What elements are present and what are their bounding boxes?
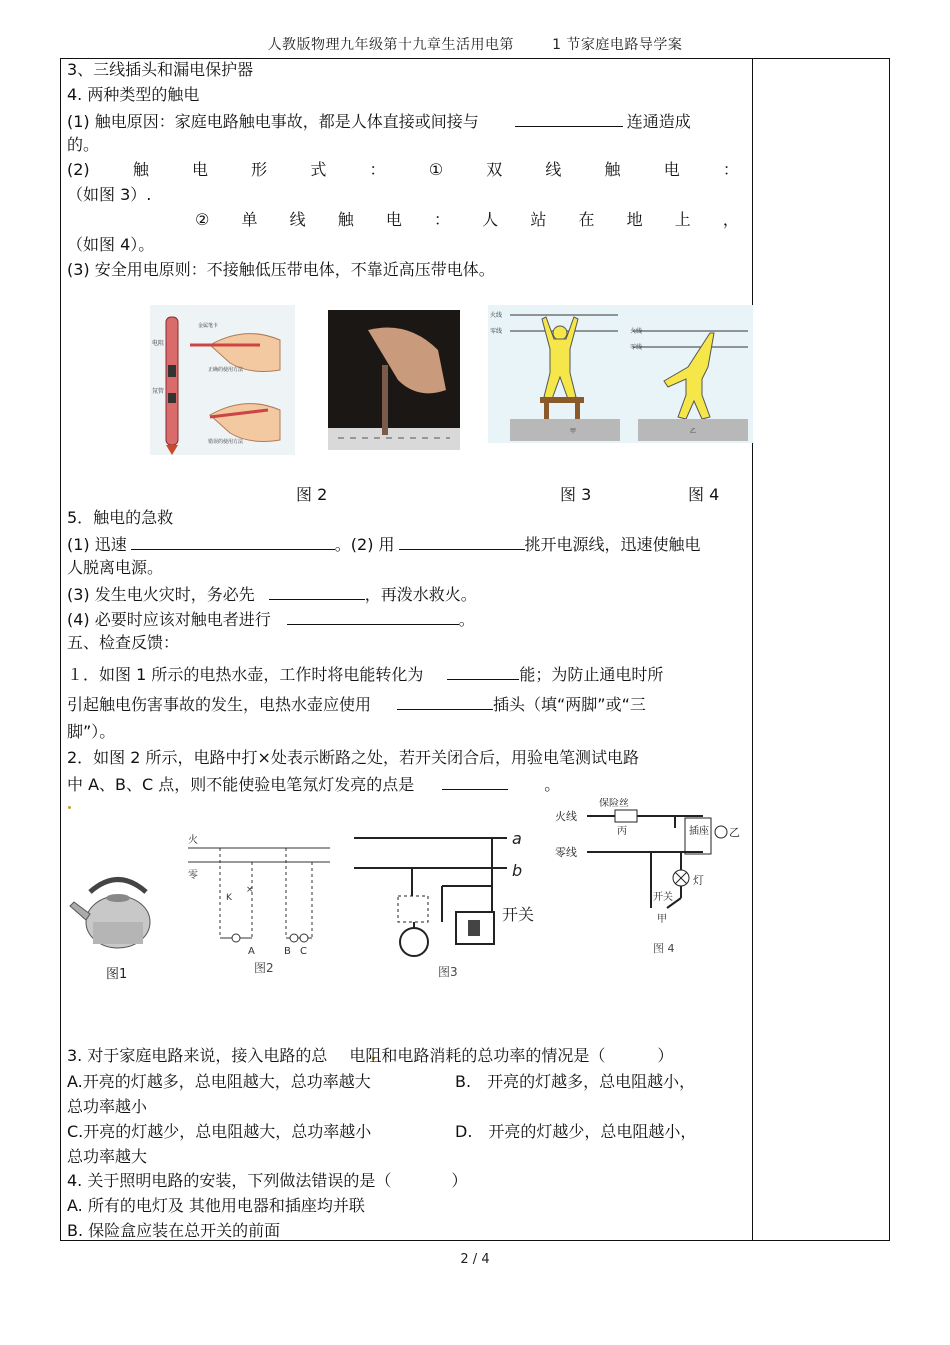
q1-line-2: 引起触电伤害事故的发生，电热水壶应使用 插头（填“两脚”或“三: [67, 695, 646, 714]
page-header: [0, 34, 950, 54]
safety-principle: (3) 安全用电原则：不接触低压带电体，不靠近高压带电体。: [67, 260, 495, 279]
test-pen-figure: [150, 305, 295, 455]
wire-live-2: 火线: [630, 328, 643, 335]
section-4-title: 4. 两种类型的触电: [67, 85, 200, 104]
shock-form-fig3: （如图 3）.: [67, 185, 152, 204]
fig4-fuse: 保险丝: [599, 798, 629, 809]
fig3-line-b: b: [512, 861, 523, 880]
spread-char: ，: [722, 210, 739, 229]
spread-char: 电: [385, 210, 402, 229]
pen-label-neon: 氖管: [152, 388, 165, 395]
q3-option-b-tail: 总功率越小: [67, 1097, 148, 1116]
blank-cause[interactable]: [515, 110, 623, 127]
blank-rescue-4[interactable]: [287, 608, 459, 625]
q3-option-c[interactable]: C.开亮的灯越少，总电阻越大，总功率越小: [67, 1122, 372, 1141]
shock-cause-tail: 的。: [67, 135, 100, 154]
circuit-fig2: [182, 828, 332, 978]
spread-char: 触: [604, 160, 621, 179]
shock-form-double: [67, 160, 739, 180]
q3-option-a[interactable]: A.开亮的灯越多，总电阻越大，总功率越大: [67, 1072, 371, 1091]
spread-char: 单: [241, 210, 258, 229]
pen-label-correct: 正确的使用方法: [208, 367, 244, 373]
spread-char: ①: [428, 160, 444, 179]
caption-bottom-fig4: 图 4: [653, 942, 675, 955]
pen-label-resistor: 电阻: [152, 340, 165, 347]
q2-line-2: 中 A、B、C 点，则不能使验电笔氖灯发亮的点是 。: [67, 775, 561, 794]
q4-option-b[interactable]: B. 保险盒应装在总开关的前面: [67, 1221, 281, 1240]
column-separator: [752, 58, 753, 1241]
electric-shock-figure: [488, 305, 753, 443]
wire-live-1: 火线: [490, 312, 503, 319]
spread-char: ：: [722, 160, 739, 179]
caption-bottom-fig2: 图2: [254, 961, 274, 975]
fig2-point-c: C: [300, 946, 307, 957]
blank-q1-energy[interactable]: [447, 663, 519, 680]
socket-photo-figure: [328, 310, 460, 450]
q1-line-1: １．如图 1 所示的电热水壶，工作时将电能转化为 能；为防止通电时所: [67, 665, 664, 684]
spread-char: (2): [67, 160, 90, 179]
circuit-fig3: [352, 824, 552, 984]
blank-q2-point[interactable]: [442, 773, 508, 790]
caption-fig2: 图 2: [296, 485, 328, 504]
spread-char: 在: [578, 210, 595, 229]
wire-neutral-1: 零线: [490, 328, 503, 335]
spread-char: 线: [289, 210, 306, 229]
fig4-live: 火线: [555, 810, 577, 823]
caption-bottom-fig1: 图1: [106, 967, 128, 982]
q2-line-1: 2．如图 2 所示，电路中打×处表示断路之处，若开关闭合后，用验电笔测试电路: [67, 748, 639, 767]
fig3-switch-label: 开关: [502, 905, 535, 924]
fig4-socket: 插座: [689, 826, 709, 837]
blank-rescue-3[interactable]: [269, 583, 365, 600]
person-yi: 乙: [690, 428, 697, 435]
blank-rescue-2[interactable]: [399, 533, 525, 550]
q3-option-d-tail: 总功率越大: [67, 1147, 148, 1166]
fig4-bing: 丙: [617, 826, 627, 837]
spread-char: 式: [310, 160, 327, 179]
section-3-title: 3、三线插头和漏电保护器: [67, 60, 254, 79]
section-feedback-title: 五、检查反馈：: [67, 633, 180, 652]
fig4-lamp: 灯: [693, 874, 704, 887]
fig2-live: 火: [188, 835, 198, 846]
rescue-line-3: (3) 发生电火灾时，务必先 ，再泼水救火。: [67, 585, 477, 604]
circuit-fig4: [555, 798, 745, 958]
spread-char: 地: [626, 210, 643, 229]
spread-char: ：: [369, 160, 386, 179]
shock-form-fig4: （如图 4）。: [67, 235, 155, 254]
caption-bottom-fig3: 图3: [438, 965, 458, 979]
q4-stem: 4. 关于照明电路的安装，下列做法错误的是（ ）: [67, 1171, 468, 1190]
fig4-yi: 乙: [729, 826, 740, 839]
page-number: 2 / 4: [460, 1252, 490, 1267]
pen-label-wrong: 错误的使用方法: [208, 439, 244, 445]
fig2-switch-k: K: [226, 893, 232, 903]
spread-char: 电: [192, 160, 209, 179]
spread-char: 电: [663, 160, 680, 179]
fig4-neutral: 零线: [555, 846, 577, 859]
rescue-line-1-tail: 人脱离电源。: [67, 558, 164, 577]
spread-char: 双: [486, 160, 503, 179]
spread-char: 人: [482, 210, 499, 229]
spread-char: ②: [195, 210, 210, 229]
fig3-line-a: a: [512, 829, 522, 848]
fig2-break-mark: ×: [246, 885, 254, 895]
header-left: 人教版物理九年级第十九章生活用电第: [267, 37, 515, 53]
spread-char: 站: [530, 210, 547, 229]
stray-dot: [68, 806, 71, 809]
spread-char: 上: [674, 210, 691, 229]
rescue-line-4: (4) 必要时应该对触电者进行 。: [67, 610, 475, 629]
kettle-figure: [68, 862, 168, 982]
fig2-point-b: B: [284, 946, 291, 957]
spread-char: 形: [251, 160, 268, 179]
section-5-title: 5．触电的急救: [67, 508, 174, 527]
shock-form-single: [195, 210, 739, 230]
spread-char: 线: [545, 160, 562, 179]
fig4-jia: 甲: [657, 914, 667, 925]
q3-option-b[interactable]: B. 开亮的灯越多，总电阻越小，: [455, 1072, 696, 1091]
blank-rescue-1[interactable]: [131, 533, 335, 550]
q3-option-d[interactable]: D. 开亮的灯越少，总电阻越小，: [455, 1122, 697, 1141]
q4-option-a[interactable]: A. 所有的电灯及 其他用电器和插座均并联: [67, 1196, 365, 1215]
fig4-switch: 开关: [653, 892, 673, 903]
blank-q1-plug[interactable]: [397, 693, 493, 710]
rescue-line-1: (1) 迅速 。(2) 用 挑开电源线，迅速使触电: [67, 535, 701, 554]
shock-cause-line: (1) 触电原因：家庭电路触电事故，都是人体直接或间接与 连通造成: [67, 112, 691, 131]
spread-char: 触: [132, 160, 149, 179]
caption-fig3: 图 3: [560, 485, 592, 504]
caption-fig4: 图 4: [688, 485, 720, 504]
spread-char: 触: [337, 210, 354, 229]
header-right: 1 节家庭电路导学案: [552, 37, 683, 53]
q3-stem: 3. 对于家庭电路来说，接入电路的总 电阻和电路消耗的总功率的情况是（ ）: [67, 1046, 674, 1065]
spread-char: ：: [434, 210, 451, 229]
wire-neutral-2: 零线: [630, 344, 643, 351]
fig2-neutral: 零: [188, 870, 198, 881]
pen-label-cap: 金属笔卡: [198, 323, 219, 329]
q1-line-3: 脚”）。: [67, 722, 116, 741]
person-jia: 甲: [570, 428, 577, 435]
fig2-point-a: A: [248, 946, 255, 957]
